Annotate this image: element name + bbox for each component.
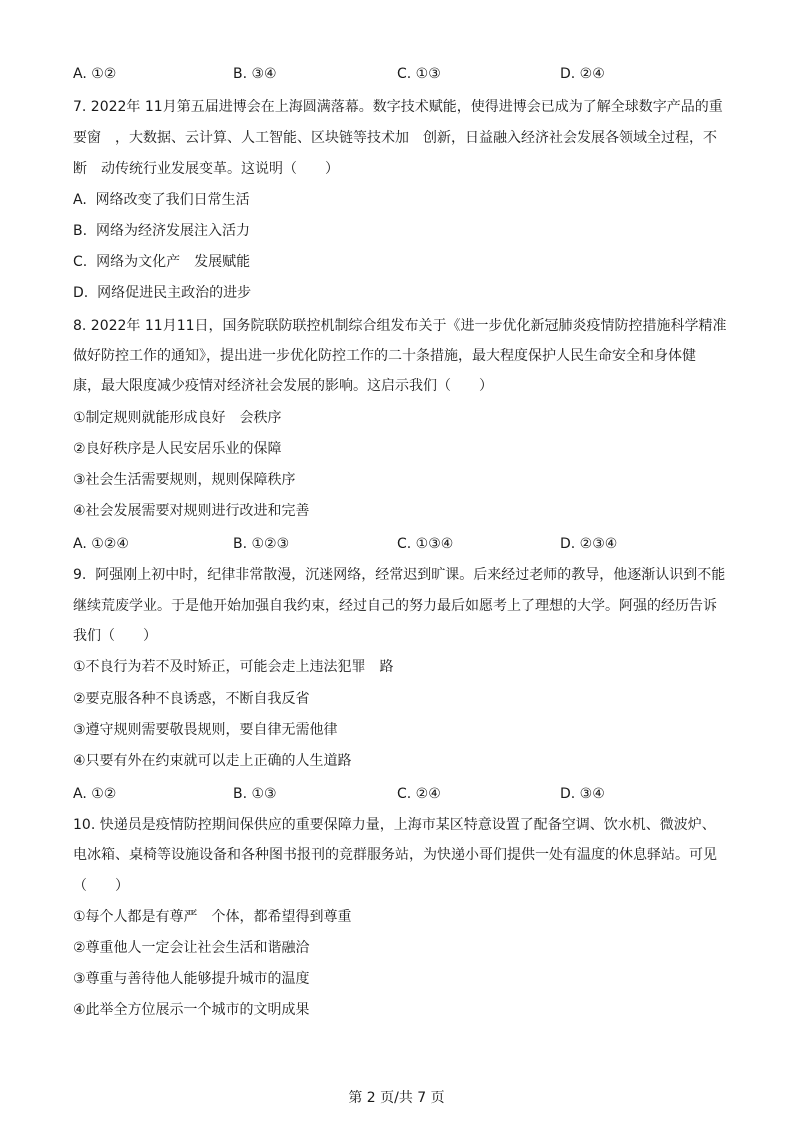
q8-statement-2: ②良好秩序是人民安居乐业的保障 (73, 441, 282, 457)
q9-stem-line: 9. 阿强刚上初中时，纪律非常散漫，沉迷网络，经常迟到旷课。后来经过老师的教导，他逐渐认识到不能 (73, 567, 726, 583)
q9-option-c: C. ②④ (397, 786, 441, 802)
q8-stem-line: 做好防控工作的通知》，提出进一步优化防控工作的二十条措施，最大程度保护人民生命安全和身体健 (73, 348, 696, 364)
q8-option-b: B. ①②③ (233, 536, 290, 552)
q9-statement-4: ④只要有外在约束就可以走上正确的人生道路 (73, 753, 352, 769)
q9-stem-line: 我们（ ） (73, 628, 157, 644)
q9-option-d: D. ③④ (560, 786, 605, 802)
q7-stem-line: 要窗 ，大数据、云计算、人工智能、区块链等技术加 创新，日益融入经济社会发展各领域全过程，不 (73, 130, 717, 146)
q8-option-a: A. ①②④ (73, 536, 129, 552)
q9-option-a: A. ①② (73, 786, 117, 802)
q7-option-a: A. 网络改变了我们日常生活 (73, 192, 250, 208)
q6-option-d: D. ②④ (560, 66, 605, 82)
q8-stem-line: 8. 2022年 11月11日，国务院联防联控机制综合组发布关于《进一步优化新冠肺炎疫情防控措施科学精准 (73, 318, 727, 334)
q6-option-c: C. ①③ (397, 66, 441, 82)
q8-stem-line: 康，最大限度减少疫情对经济社会发展的影响。这启示我们（ ） (73, 378, 493, 394)
q9-statement-3: ③遵守规则需要敬畏规则，要自律无需他律 (73, 722, 338, 738)
q7-option-b: B. 网络为经济发展注入活力 (73, 223, 250, 239)
q7-option-c: C. 网络为文化产 发展赋能 (73, 254, 251, 270)
q10-stem-line: 电冰箱、桌椅等设施设备和各种图书报刊的竞群服务站，为快递小哥们提供一处有温度的休息驿站。可见 (73, 847, 717, 863)
q9-statement-2: ②要克服各种不良诱惑，不断自我反省 (73, 691, 310, 707)
page-number: 第 2 页/共 7 页 (348, 1090, 445, 1106)
q8-statement-4: ④社会发展需要对规则进行改进和完善 (73, 503, 310, 519)
q10-stem-line: （ ） (73, 878, 129, 894)
q10-statement-2: ②尊重他人一定会让社会生活和谐融洽 (73, 940, 310, 956)
q10-statement-1: ①每个人都是有尊严 个体，都希望得到尊重 (73, 909, 352, 925)
q8-statement-1: ①制定规则就能形成良好 会秩序 (73, 410, 282, 426)
q8-option-d: D. ②③④ (560, 536, 618, 552)
q7-stem-line: 断 动传统行业发展变革。这说明（ ） (73, 161, 339, 177)
q6-option-a: A. ①② (73, 66, 117, 82)
q8-statement-3: ③社会生活需要规则，规则保障秩序 (73, 472, 296, 488)
q10-statement-4: ④此举全方位展示一个城市的文明成果 (73, 1002, 310, 1018)
q10-statement-3: ③尊重与善待他人能够提升城市的温度 (73, 971, 310, 987)
q9-option-b: B. ①③ (233, 786, 277, 802)
q8-option-c: C. ①③④ (397, 536, 454, 552)
q10-stem-line: 10. 快递员是疫情防控期间保供应的重要保障力量，上海市某区特意设置了配备空调、饮水机、微波炉、 (73, 817, 716, 833)
q7-stem-line: 7. 2022年 11月第五届进博会在上海圆满落幕。数字技术赋能，使得进博会已成为了解全球数字产品的重 (73, 99, 723, 115)
q9-statement-1: ①不良行为若不及时矫正，可能会走上违法犯罪 路 (73, 659, 394, 675)
q6-option-b: B. ③④ (233, 66, 277, 82)
q9-stem-line: 继续荒废学业。于是他开始加强自我约束，经过自己的努力最后如愿考上了理想的大学。阿强的经历告诉 (73, 598, 717, 614)
q7-option-d: D. 网络促进民主政治的进步 (73, 285, 252, 301)
